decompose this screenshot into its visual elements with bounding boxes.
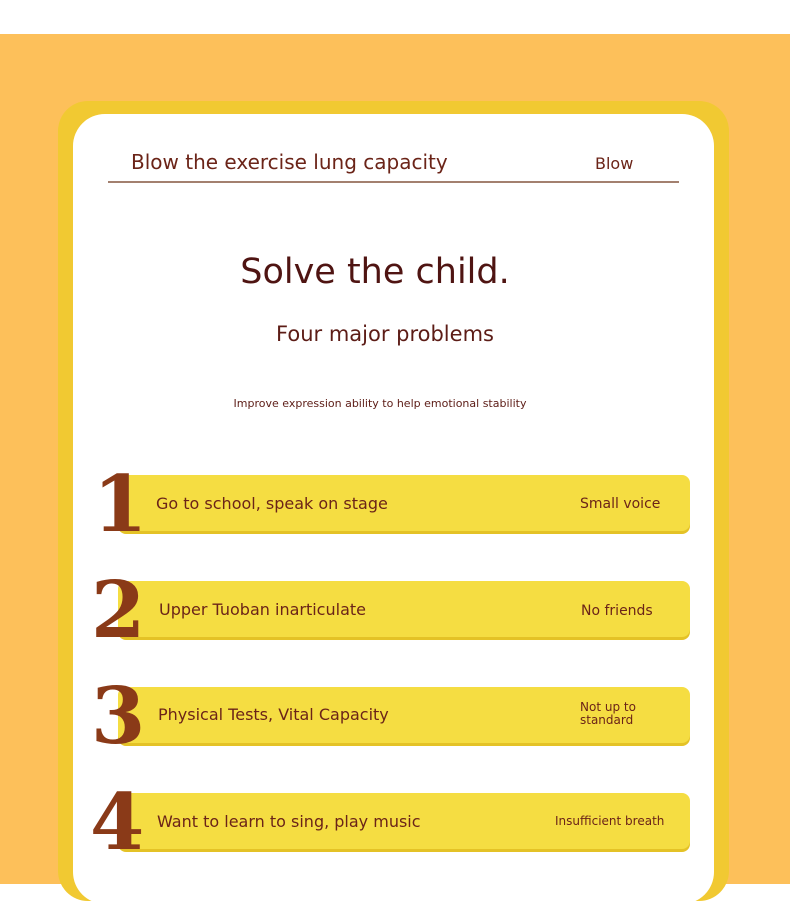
problem-label: Want to learn to sing, play music	[157, 812, 421, 831]
problem-tag: Small voice	[580, 496, 661, 512]
problem-label: Physical Tests, Vital Capacity	[158, 705, 389, 724]
problem-number: 4	[90, 777, 145, 868]
problem-number: 2	[91, 565, 146, 656]
header-title: Blow the exercise lung capacity	[131, 150, 448, 174]
hero-title: Solve the child.	[240, 252, 510, 292]
problem-label: Upper Tuoban inarticulate	[159, 600, 366, 619]
problem-tag: Not up to standard	[580, 700, 636, 727]
problem-number: 1	[93, 459, 148, 550]
hero-note: Improve expression ability to help emotional stability	[233, 397, 527, 410]
header-tag: Blow	[595, 154, 634, 173]
hero-subtitle: Four major problems	[276, 322, 494, 346]
problem-tag: Insufficient breath	[555, 814, 665, 828]
problem-number: 3	[91, 671, 146, 762]
header-divider	[108, 181, 679, 183]
problem-tag: No friends	[581, 603, 653, 619]
problem-label: Go to school, speak on stage	[156, 494, 388, 513]
